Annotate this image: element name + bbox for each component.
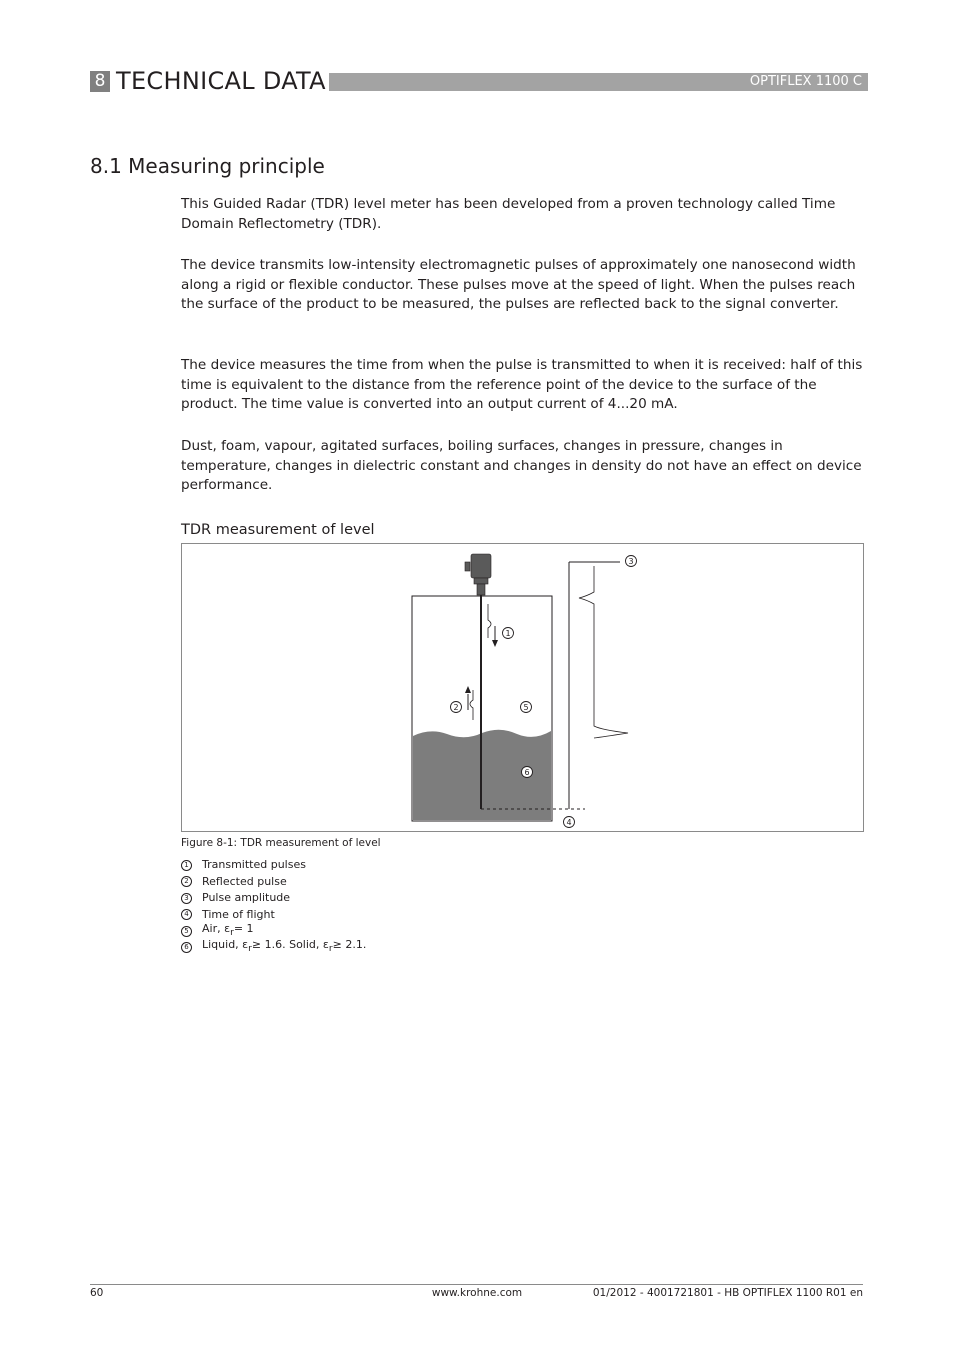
epsilon-symbol: ε: [224, 921, 231, 935]
legend-item: [181, 857, 366, 874]
section-title: 8.1 Measuring principle: [90, 154, 325, 178]
marker-4-label: 4: [566, 818, 572, 827]
legend-marker: 5: [181, 926, 192, 937]
page-number: 60: [90, 1287, 104, 1299]
legend-text-pre: Liquid,: [202, 938, 243, 952]
legend-marker: 4: [181, 909, 192, 920]
chapter-title: TECHNICAL DATA: [116, 67, 326, 95]
marker-6-label: 6: [524, 768, 530, 777]
paragraph-conditions: Dust, foam, vapour, agitated surfaces, boiling surfaces, changes in pressure, changes in temperature, changes in dielectric constant and changes in density do not have an effect on device performance.: [181, 438, 862, 493]
paragraph-time: The device measures the time from when the pulse is transmitted to when it is received: half of this time is equivalent to the distance from the reference point of the device to the surface of the product. The time value is converted into an output current of 4...20 mA.: [181, 357, 863, 412]
marker-5-label: 5: [523, 703, 529, 712]
legend-item: [181, 940, 366, 957]
paragraph-intro: This Guided Radar (TDR) level meter has been developed from a proven technology called Time Domain Reflectometry (TDR).: [181, 196, 836, 232]
figure-caption: Figure 8-1: TDR measurement of level: [181, 837, 381, 849]
marker-4: [564, 817, 575, 828]
legend-marker: 6: [181, 942, 192, 953]
tdr-diagram: [182, 544, 863, 831]
legend-marker: 1: [181, 860, 192, 871]
figure-frame: [181, 543, 864, 832]
legend-item: [181, 874, 366, 891]
marker-3-label: 3: [628, 557, 634, 566]
legend-marker: 3: [181, 893, 192, 904]
marker-3: [626, 556, 637, 567]
footer-rule: [90, 1284, 863, 1285]
epsilon-subscript: r: [248, 943, 252, 955]
legend-text-pre: Air,: [202, 921, 225, 935]
marker-2-label: 2: [453, 703, 459, 712]
marker-6: [522, 767, 533, 778]
pulse-amplitude-trace: [579, 566, 628, 738]
legend-text: Transmitted pulses: [202, 858, 306, 871]
legend-text: [202, 937, 366, 958]
chapter-number-badge: 8: [90, 71, 110, 92]
footer-doc-reference: 01/2012 - 4001721801 - HB OPTIFLEX 1100 R01 en: [592, 1287, 863, 1299]
epsilon-symbol: ε: [242, 938, 249, 952]
epsilon-subscript: r: [328, 943, 333, 955]
transmitted-pulse-wave: [488, 604, 491, 638]
marker-2: [451, 702, 462, 713]
transmitted-arrowhead: [492, 640, 498, 647]
reflected-arrowhead: [465, 686, 471, 693]
epsilon-symbol: ε: [322, 938, 329, 952]
epsilon-subscript: r: [230, 927, 234, 939]
marker-1-label: 1: [505, 629, 511, 638]
legend-text: Time of flight: [202, 907, 275, 921]
marker-1: [503, 628, 514, 639]
legend-text-post: ≥ 2.1.: [332, 938, 367, 952]
reflected-pulse-wave: [470, 690, 473, 720]
paragraph-pulses: The device transmits low-intensity electromagnetic pulses of approximately one nanosecond width along a rigid or flexible conductor. These pulses move at the speed of light. When the pulses reach the surface of the product to be measured, the pulses are reflected back to the signal converter.: [181, 257, 856, 312]
marker-5: [521, 702, 532, 713]
product-name: OPTIFLEX 1100 C: [749, 74, 862, 89]
legend-text-post: = 1: [233, 921, 254, 935]
legend-item: [181, 890, 366, 907]
figure-heading: TDR measurement of level: [181, 522, 375, 538]
footer-website-link[interactable]: www.krohne.com: [431, 1287, 523, 1299]
legend-marker: 2: [181, 876, 192, 887]
legend-text: Pulse amplitude: [202, 891, 291, 904]
figure-legend: [181, 857, 366, 956]
legend-text-mid: ≥ 1.6. Solid,: [251, 938, 323, 952]
device-head: [465, 554, 491, 595]
legend-text: Reflected pulse: [202, 874, 287, 888]
